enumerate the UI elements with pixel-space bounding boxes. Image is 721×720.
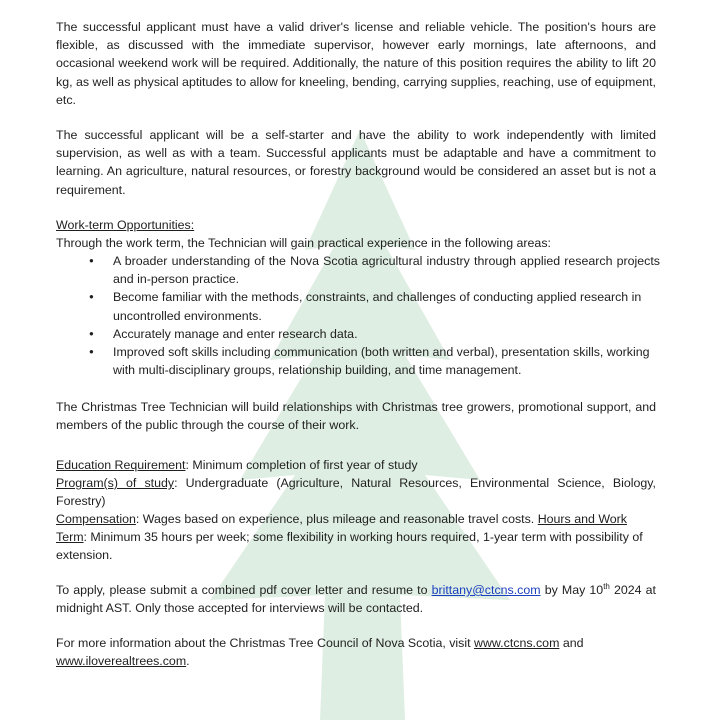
apply-text-before: To apply, please submit a combined pdf cover letter and resume to [56, 583, 432, 598]
hours-label: Hours and Work Term [56, 512, 627, 545]
compensation-and-hours [56, 510, 656, 565]
more-info-text-middle: and [559, 636, 584, 650]
list-item: ● Become familiar with the methods, constraints, and challenges of conducting applied research in uncontrolled environments. [56, 288, 660, 324]
iloverealtrees-link[interactable]: www.iloverealtrees.com [56, 654, 187, 669]
email-link[interactable]: brittany@ctcns.com [431, 583, 541, 598]
program-label: Program(s) of study [56, 476, 175, 490]
relationships-paragraph: The Christmas Tree Technician will build relationships with Christmas tree growers, promotional support, and members of the public through the course of their work. [56, 400, 656, 433]
deadline-suffix: th [603, 582, 610, 591]
education-requirement [56, 456, 656, 474]
education-label: Education Requirement [56, 458, 186, 472]
compensation-value: : Wages based on experience, plus mileage and reasonable travel costs. [135, 512, 535, 526]
program-value: : Undergraduate (Agriculture, Natural Resources, Environmental Science, Biology, Forestry) [56, 476, 656, 509]
apply-deadline: by May 10 [540, 583, 604, 598]
list-item: ● Improved soft skills including communication (both written and verbal), presentation skills, working with multi-disciplinary groups, relationship building, and time management. [56, 343, 660, 379]
work-term-heading: Work-term Opportunities: [56, 218, 195, 232]
compensation-label: Compensation [56, 512, 136, 526]
list-item: ● A broader understanding of the Nova Scotia agricultural industry through applied research projects and in-person practice. [56, 252, 660, 288]
hours-value: : Minimum 35 hours per week; some flexibility in working hours required, 1-year term with possibility of extension. [56, 530, 643, 563]
more-info-paragraph [56, 634, 656, 670]
education-value: : Minimum completion of first year of study [185, 458, 418, 472]
more-info-text-before: For more information about the Christmas Tree Council of Nova Scotia, visit [56, 636, 475, 650]
apply-paragraph [56, 578, 656, 618]
work-term-intro: Through the work term, the Technician will gain practical experience in the following areas: [56, 236, 551, 250]
list-item: ● Accurately manage and enter research data. [56, 325, 660, 343]
apply-text-after: 2024 at midnight AST. Only those accepted for interviews will be contacted. [56, 583, 656, 616]
license-paragraph: The successful applicant must have a valid driver's license and reliable vehicle. The position's hours are flexible, as discussed with the immediate supervisor, however early mornings, late afternoons, and occasional weekend work will be required. Additionally, the nature of this position requires the ability to lift 20 kg, as well as physical aptitudes to allow for kneeling, bending, carrying supplies, reaching, use of equipment, etc. [56, 20, 656, 107]
work-term-list [56, 252, 660, 379]
self-starter-paragraph: The successful applicant will be a self-starter and have the ability to work independently with limited supervision, as well as with a team. Successful applicants must be adaptable and have a commitment to learning. An agriculture, natural resources, or forestry background would be considered an asset but is not a requirement. [56, 128, 656, 197]
more-info-text-after: . [186, 654, 190, 669]
program-of-study [56, 474, 656, 510]
ctcns-link[interactable]: www.ctcns.com [474, 636, 560, 650]
